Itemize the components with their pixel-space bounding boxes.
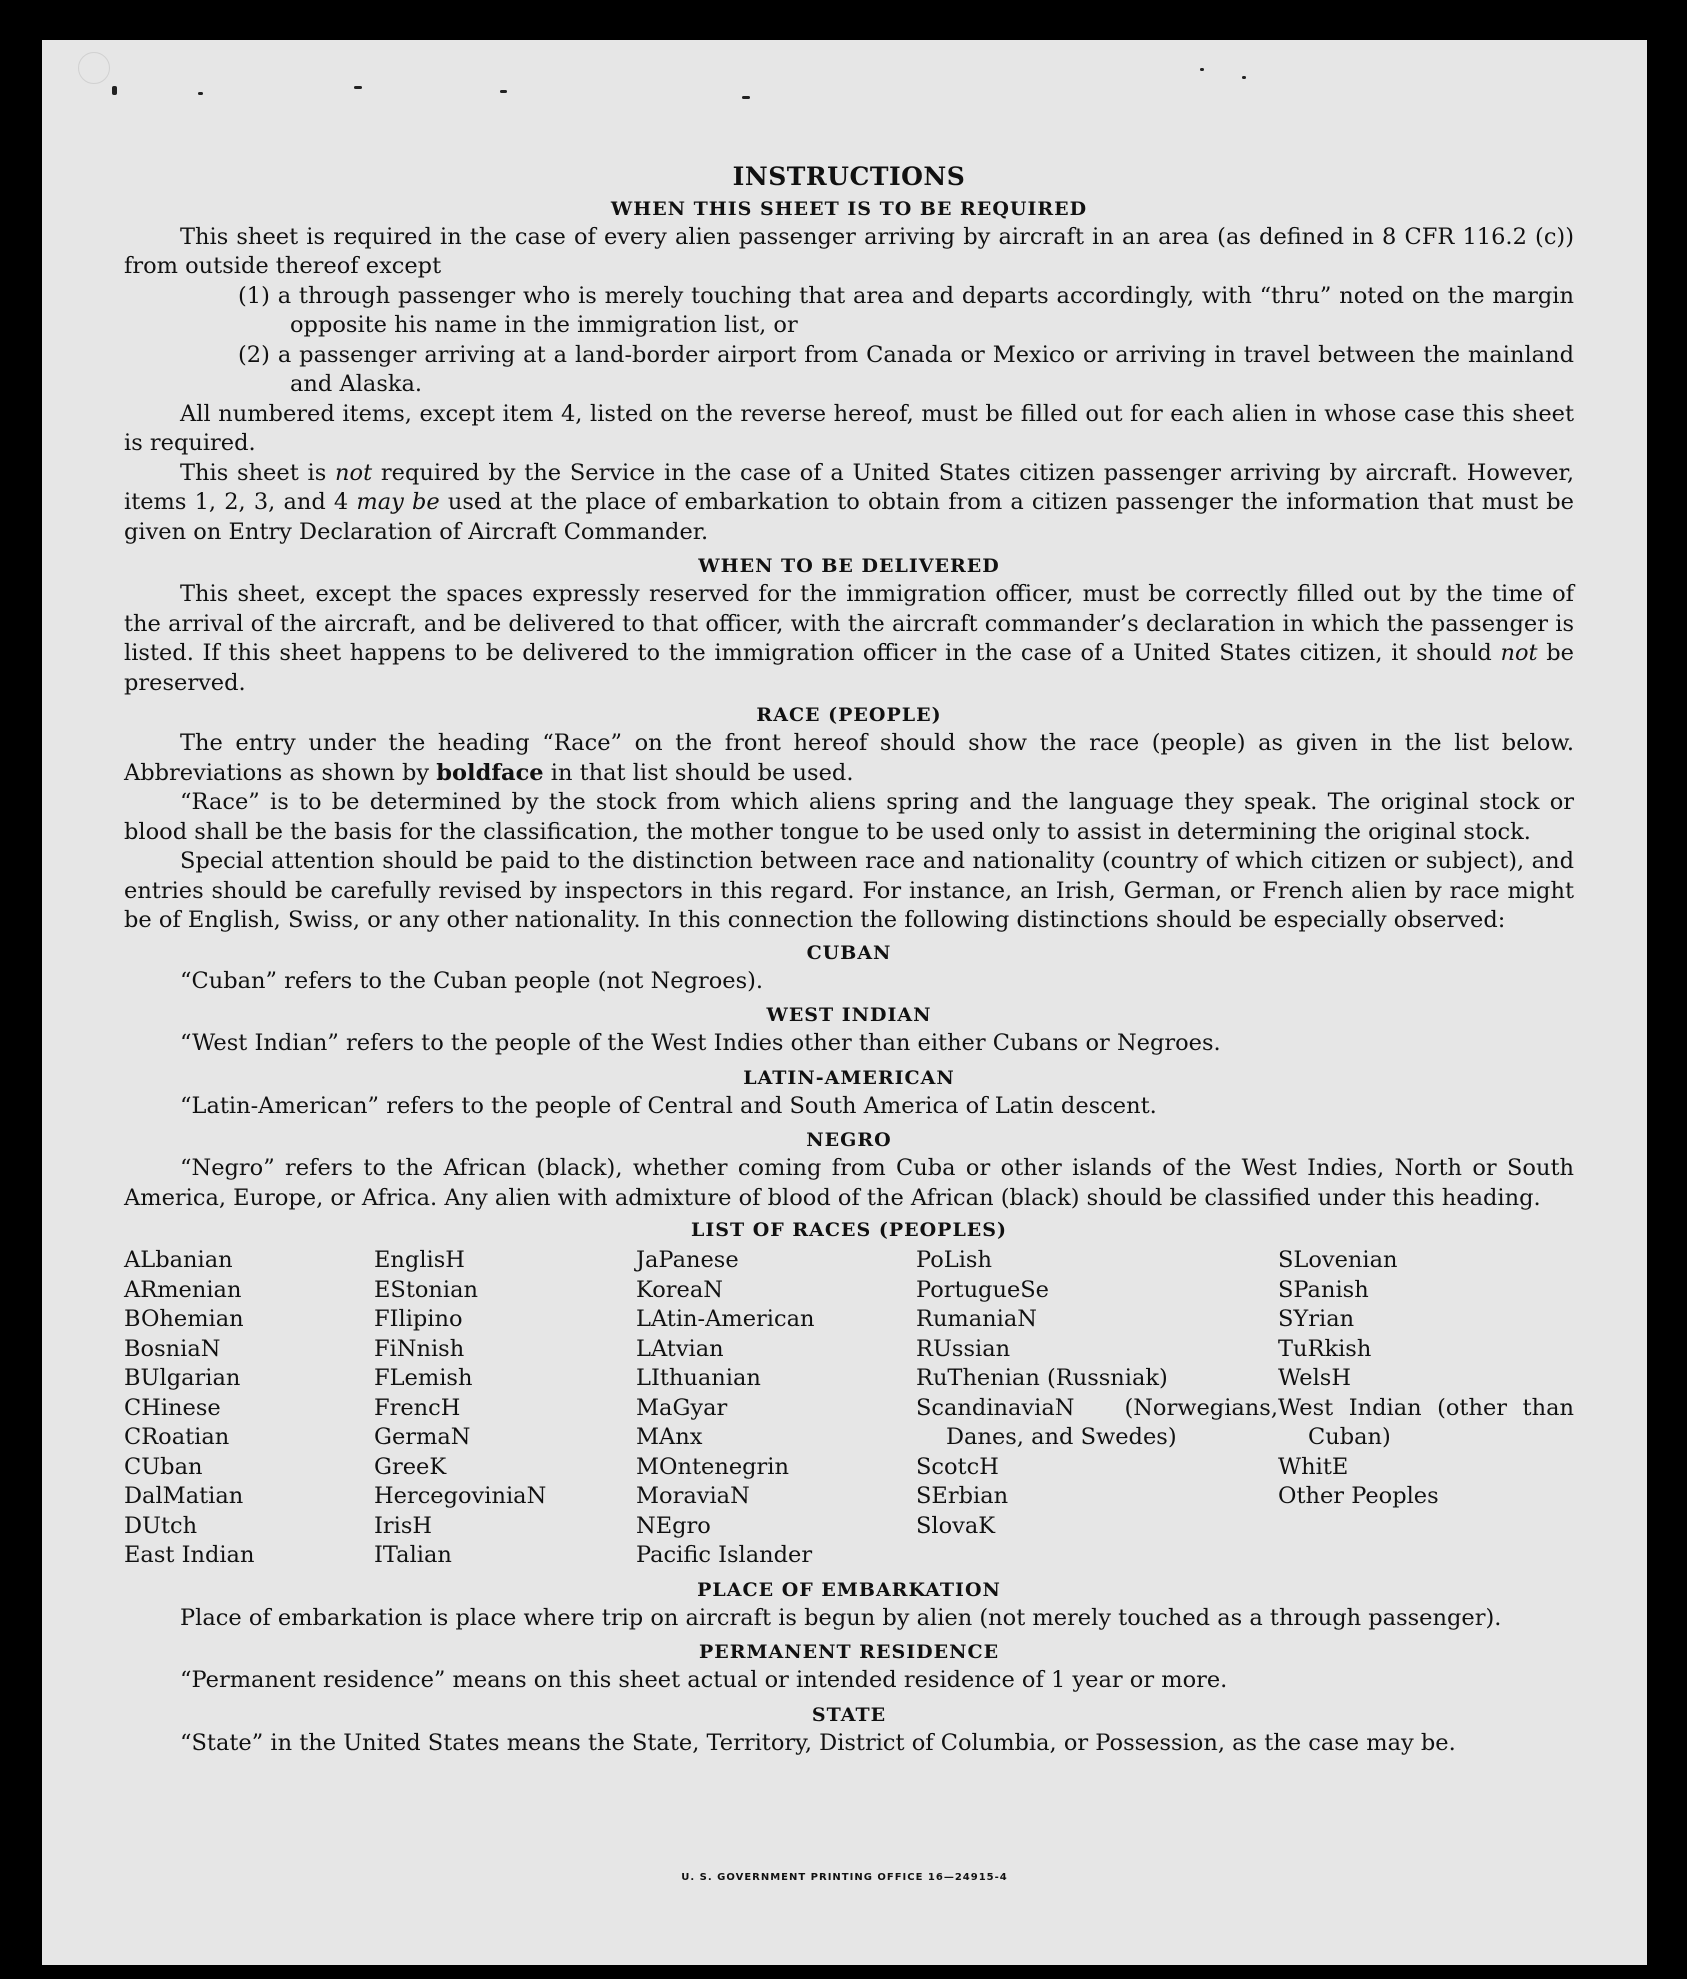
race-entry: Pacific Islander xyxy=(636,1542,813,1568)
race-entry: ITalian xyxy=(374,1542,452,1568)
section-heading-race: RACE (PEOPLE) xyxy=(756,704,942,726)
state-definition: “State” in the United States means the State, Territory, District of Columbia, or Possession, as the case may be. xyxy=(180,1729,1456,1756)
required-intro: This sheet is required in the case of every alien passenger arriving by aircraft in an area (as defined in 8 CFR 116.2 (c)) from outside thereof except xyxy=(124,223,1574,279)
race-entry: LAtvian xyxy=(636,1335,724,1362)
race-entry: CUban xyxy=(124,1453,203,1480)
race-entry: PoLish xyxy=(916,1247,992,1273)
race-paragraph-1: The entry under the heading “Race” on the front hereof should show the race (people) as given in the list below. Abbreviations as shown by boldface in that list should be used. xyxy=(124,730,1574,786)
west-indian-definition: “West Indian” refers to the people of the West Indies other than either Cubans or Negroes. xyxy=(180,1030,1221,1056)
race-entry: MaGyar xyxy=(636,1394,728,1421)
race-entry: WhitE xyxy=(1278,1453,1349,1480)
section-heading-state: STATE xyxy=(811,1703,887,1726)
document-page xyxy=(42,40,1647,1965)
races-column-4 xyxy=(916,1246,1278,1571)
cuban-definition: “Cuban” refers to the Cuban people (not Negroes). xyxy=(180,967,764,994)
race-entry: RuThenian (Russniak) xyxy=(916,1365,1168,1391)
instructions-body xyxy=(124,120,1574,1758)
delivered-paragraph: This sheet, except the spaces expressly reserved for the immigration officer, must be correctly filled out by the time of the arrival of the aircraft, and be delivered to that officer, with the aircraft commander’s declaration in which the passenger is listed. If this sheet happens to be delivered to the immigration officer in the case of a United States citizen, it should not be preserved. xyxy=(124,581,1574,696)
race-entry: KoreaN xyxy=(636,1276,723,1303)
race-entry: EStonian xyxy=(374,1276,479,1303)
races-column-1 xyxy=(124,1246,374,1571)
races-column-3 xyxy=(636,1246,916,1571)
race-entry: SPanish xyxy=(1278,1276,1369,1303)
speck xyxy=(1200,68,1204,71)
race-paragraph-2: “Race” is to be determined by the stock from which aliens spring and the language they speak. The original stock or blood shall be the basis for the classification, the mother tongue to be used only to assist in determining the original stock. xyxy=(124,789,1574,845)
speck xyxy=(500,90,507,93)
race-entry: SYrian xyxy=(1278,1306,1355,1332)
residence-definition: “Permanent residence” means on this sheet actual or intended residence of 1 year or more. xyxy=(180,1667,1228,1693)
page-corner-mark xyxy=(78,52,110,84)
speck xyxy=(198,92,203,95)
races-column-5 xyxy=(1278,1246,1574,1571)
section-heading-required: WHEN THIS SHEET IS TO BE REQUIRED xyxy=(610,197,1088,220)
race-entry: GermaN xyxy=(374,1424,471,1450)
race-entry: RumaniaN xyxy=(916,1306,1037,1332)
race-entry: CHinese xyxy=(124,1394,221,1421)
race-entry: FiNnish xyxy=(374,1335,465,1362)
race-entry: SLovenian xyxy=(1278,1247,1398,1273)
race-entry: BosniaN xyxy=(124,1335,221,1362)
race-entry: FLemish xyxy=(374,1365,473,1391)
speck xyxy=(112,86,117,95)
race-entry: LAtin-American xyxy=(636,1306,815,1332)
race-entry: JaPanese xyxy=(636,1247,739,1273)
race-entry: NEgro xyxy=(636,1512,711,1539)
negro-definition: “Negro” refers to the African (black), whether coming from Cuba or other islands of the West Indies, North or South America, Europe, or Africa. Any alien with admixture of blood of the African (black) should be classified under this heading. xyxy=(124,1155,1574,1211)
race-entry: RUssian xyxy=(916,1335,1011,1362)
race-entry: ALbanian xyxy=(124,1247,233,1273)
race-entry: WelsH xyxy=(1278,1365,1351,1391)
race-entry: ARmenian xyxy=(124,1276,242,1303)
race-entry: ScotcH xyxy=(916,1453,999,1480)
speck xyxy=(354,86,362,89)
race-entry: IrisH xyxy=(374,1512,433,1539)
race-paragraph-3: Special attention should be paid to the distinction between race and nationality (country of which citizen or subject), and entries should be carefully revised by inspectors in this regard. For instance, an Irish, German, or French alien by race might be of English, Swiss, or any other nationality. In this connection the following distinctions should be especially observed: xyxy=(124,848,1574,933)
section-heading-latin-american: LATIN-AMERICAN xyxy=(743,1066,955,1089)
race-entry: MoraviaN xyxy=(636,1483,750,1509)
speck xyxy=(1242,76,1246,79)
section-heading-embarkation: PLACE OF EMBARKATION xyxy=(697,1578,1001,1601)
speck xyxy=(742,96,750,99)
printing-office-footer: U. S. GOVERNMENT PRINTING OFFICE 16—24915-4 xyxy=(681,1872,1008,1883)
latin-american-definition: “Latin-American” refers to the people of Central and South America of Latin descent. xyxy=(180,1092,1157,1119)
exception-item-1: (1) a through passenger who is merely touching that area and departs accordingly, with “thru” noted on the margin opposite his name in the immigration list, or xyxy=(238,282,1574,338)
section-heading-races-list: LIST OF RACES (PEOPLES) xyxy=(691,1219,1007,1241)
race-entry: DalMatian xyxy=(124,1483,244,1509)
race-entry: ScandinaviaN (Norwegians, Danes, and Swedes) xyxy=(916,1394,1278,1450)
race-entry: SlovaK xyxy=(916,1512,996,1539)
race-entry: TuRkish xyxy=(1278,1335,1372,1362)
citizen-paragraph: This sheet is not required by the Service in the case of a United States citizen passenger arriving by aircraft. However, items 1, 2, 3, and 4 may be used at the place of embarkation to obtain from a citizen passenger the information that must be given on Entry Declaration of Aircraft Commander. xyxy=(124,459,1574,545)
race-entry: East Indian xyxy=(124,1542,255,1568)
race-entry: DUtch xyxy=(124,1512,198,1539)
race-entry: GreeK xyxy=(374,1453,447,1480)
races-list xyxy=(124,1246,1574,1571)
exception-item-2: (2) a passenger arriving at a land-border airport from Canada or Mexico or arriving in travel between the mainland and Alaska. xyxy=(238,341,1574,397)
race-entry: SErbian xyxy=(916,1483,1009,1509)
race-entry: EnglisH xyxy=(374,1247,465,1273)
race-entry: West Indian (other than Cuban) xyxy=(1278,1394,1574,1450)
race-entry: HercegoviniaN xyxy=(374,1483,547,1509)
race-entry: BOhemian xyxy=(124,1306,244,1332)
race-entry: BUlgarian xyxy=(124,1365,241,1391)
section-heading-west-indian: WEST INDIAN xyxy=(766,1004,932,1026)
numbered-items-paragraph: All numbered items, except item 4, listed on the reverse hereof, must be filled out for each alien in whose case this sheet is required. xyxy=(124,400,1574,456)
race-entry: MOntenegrin xyxy=(636,1453,789,1480)
race-entry: Other Peoples xyxy=(1278,1483,1439,1509)
section-heading-cuban: CUBAN xyxy=(806,941,892,964)
race-entry: CRoatian xyxy=(124,1424,230,1450)
races-column-2 xyxy=(374,1246,636,1571)
embarkation-definition: Place of embarkation is place where trip on aircraft is begun by alien (not merely touched as a through passenger). xyxy=(180,1604,1502,1631)
page-title: INSTRUCTIONS xyxy=(732,162,966,191)
race-entry: FrencH xyxy=(374,1394,461,1421)
section-heading-negro: NEGRO xyxy=(806,1129,892,1151)
section-heading-residence: PERMANENT RESIDENCE xyxy=(698,1641,1000,1663)
race-entry: FIlipino xyxy=(374,1306,463,1332)
section-heading-delivered: WHEN TO BE DELIVERED xyxy=(698,555,1000,577)
race-entry: MAnx xyxy=(636,1424,703,1450)
race-entry: PortugueSe xyxy=(916,1276,1050,1303)
race-entry: LIthuanian xyxy=(636,1365,761,1391)
